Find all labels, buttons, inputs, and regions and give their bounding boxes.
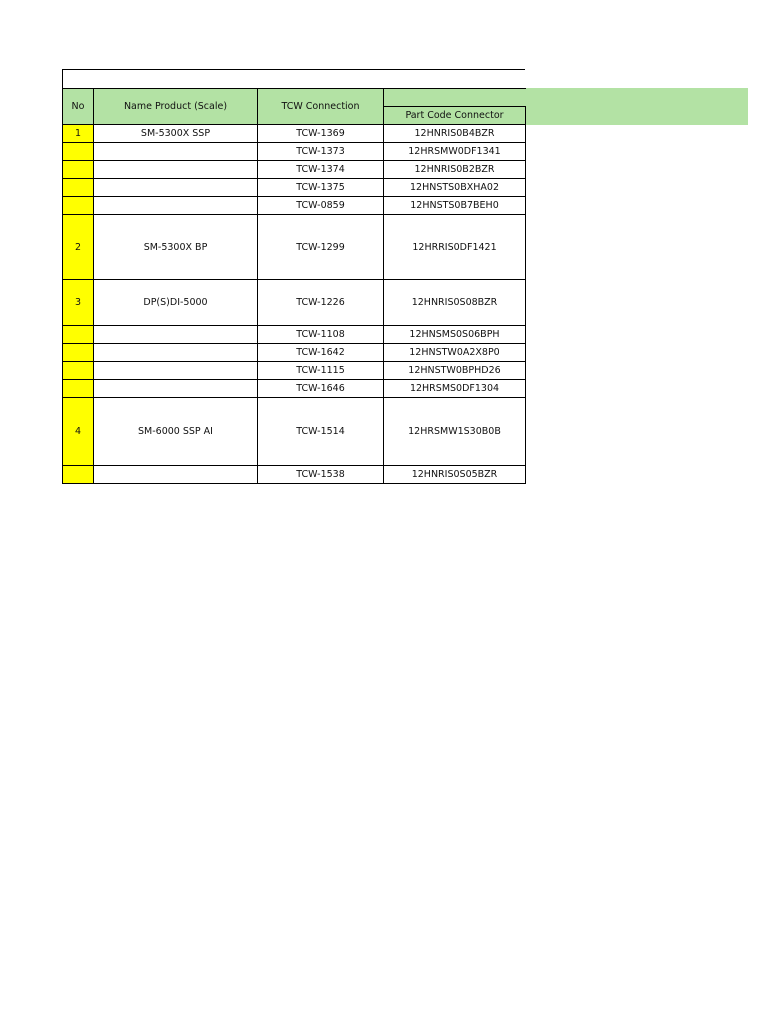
row-tcw: TCW-0859 <box>258 197 384 215</box>
row-part-code: 12HNRIS0S05BZR <box>384 466 526 484</box>
header-no: No <box>63 89 94 125</box>
row-name-product <box>94 197 258 215</box>
row-tcw: TCW-1374 <box>258 161 384 179</box>
row-part-code: 12HNRIS0B4BZR <box>384 125 526 143</box>
row-name-product: SM-5300X SSP <box>94 125 258 143</box>
header-part-code-connector: Part Code Connector <box>384 107 526 125</box>
row-name-product <box>94 179 258 197</box>
row-name-product <box>94 344 258 362</box>
row-part-code: 12HRRIS0DF1421 <box>384 215 526 280</box>
header-name-product: Name Product (Scale) <box>94 89 258 125</box>
row-tcw: TCW-1369 <box>258 125 384 143</box>
row-part-code: 12HNSTW0A2X8P0 <box>384 344 526 362</box>
connector-table <box>62 88 526 484</box>
row-part-code: 12HNSTS0B7BEH0 <box>384 197 526 215</box>
header-tcw-connection: TCW Connection <box>258 89 384 125</box>
row-tcw: TCW-1108 <box>258 326 384 344</box>
row-no <box>63 466 94 484</box>
row-no <box>63 143 94 161</box>
row-tcw: TCW-1538 <box>258 466 384 484</box>
row-part-code: 12HNSTW0BPHD26 <box>384 362 526 380</box>
row-part-code: 12HNSMS0S06BPH <box>384 326 526 344</box>
table-row <box>63 125 526 143</box>
table-row <box>63 215 526 280</box>
row-no <box>63 179 94 197</box>
row-part-code: 12HRSMS0DF1304 <box>384 380 526 398</box>
row-tcw: TCW-1375 <box>258 179 384 197</box>
row-no <box>63 161 94 179</box>
row-tcw: TCW-1642 <box>258 344 384 362</box>
row-name-product: DP(S)DI-5000 <box>94 280 258 326</box>
table-row <box>63 344 526 362</box>
row-name-product: SM-6000 SSP AI <box>94 398 258 466</box>
row-no <box>63 197 94 215</box>
table-row <box>63 280 526 326</box>
row-no: 2 <box>63 215 94 280</box>
table-top-empty-row <box>62 69 525 88</box>
row-no <box>63 380 94 398</box>
row-name-product <box>94 362 258 380</box>
table-row <box>63 143 526 161</box>
row-tcw: TCW-1373 <box>258 143 384 161</box>
row-no <box>63 362 94 380</box>
row-no: 1 <box>63 125 94 143</box>
row-no <box>63 326 94 344</box>
row-name-product <box>94 143 258 161</box>
header-part-group-blank <box>384 89 526 107</box>
row-no <box>63 344 94 362</box>
row-name-product: SM-5300X BP <box>94 215 258 280</box>
table-row <box>63 179 526 197</box>
table-row <box>63 326 526 344</box>
row-name-product <box>94 161 258 179</box>
row-part-code: 12HNRIS0B2BZR <box>384 161 526 179</box>
row-no: 4 <box>63 398 94 466</box>
row-tcw: TCW-1514 <box>258 398 384 466</box>
table-row <box>63 197 526 215</box>
row-tcw: TCW-1115 <box>258 362 384 380</box>
table-row <box>63 398 526 466</box>
row-tcw: TCW-1299 <box>258 215 384 280</box>
row-part-code: 12HRSMW0DF1341 <box>384 143 526 161</box>
row-no: 3 <box>63 280 94 326</box>
table-row <box>63 380 526 398</box>
row-part-code: 12HNRIS0S08BZR <box>384 280 526 326</box>
table-row <box>63 466 526 484</box>
row-name-product <box>94 466 258 484</box>
row-tcw: TCW-1646 <box>258 380 384 398</box>
row-name-product <box>94 326 258 344</box>
table-row <box>63 362 526 380</box>
row-name-product <box>94 380 258 398</box>
row-part-code: 12HNSTS0BXHA02 <box>384 179 526 197</box>
row-part-code: 12HRSMW1S30B0B <box>384 398 526 466</box>
table-row <box>63 161 526 179</box>
row-tcw: TCW-1226 <box>258 280 384 326</box>
